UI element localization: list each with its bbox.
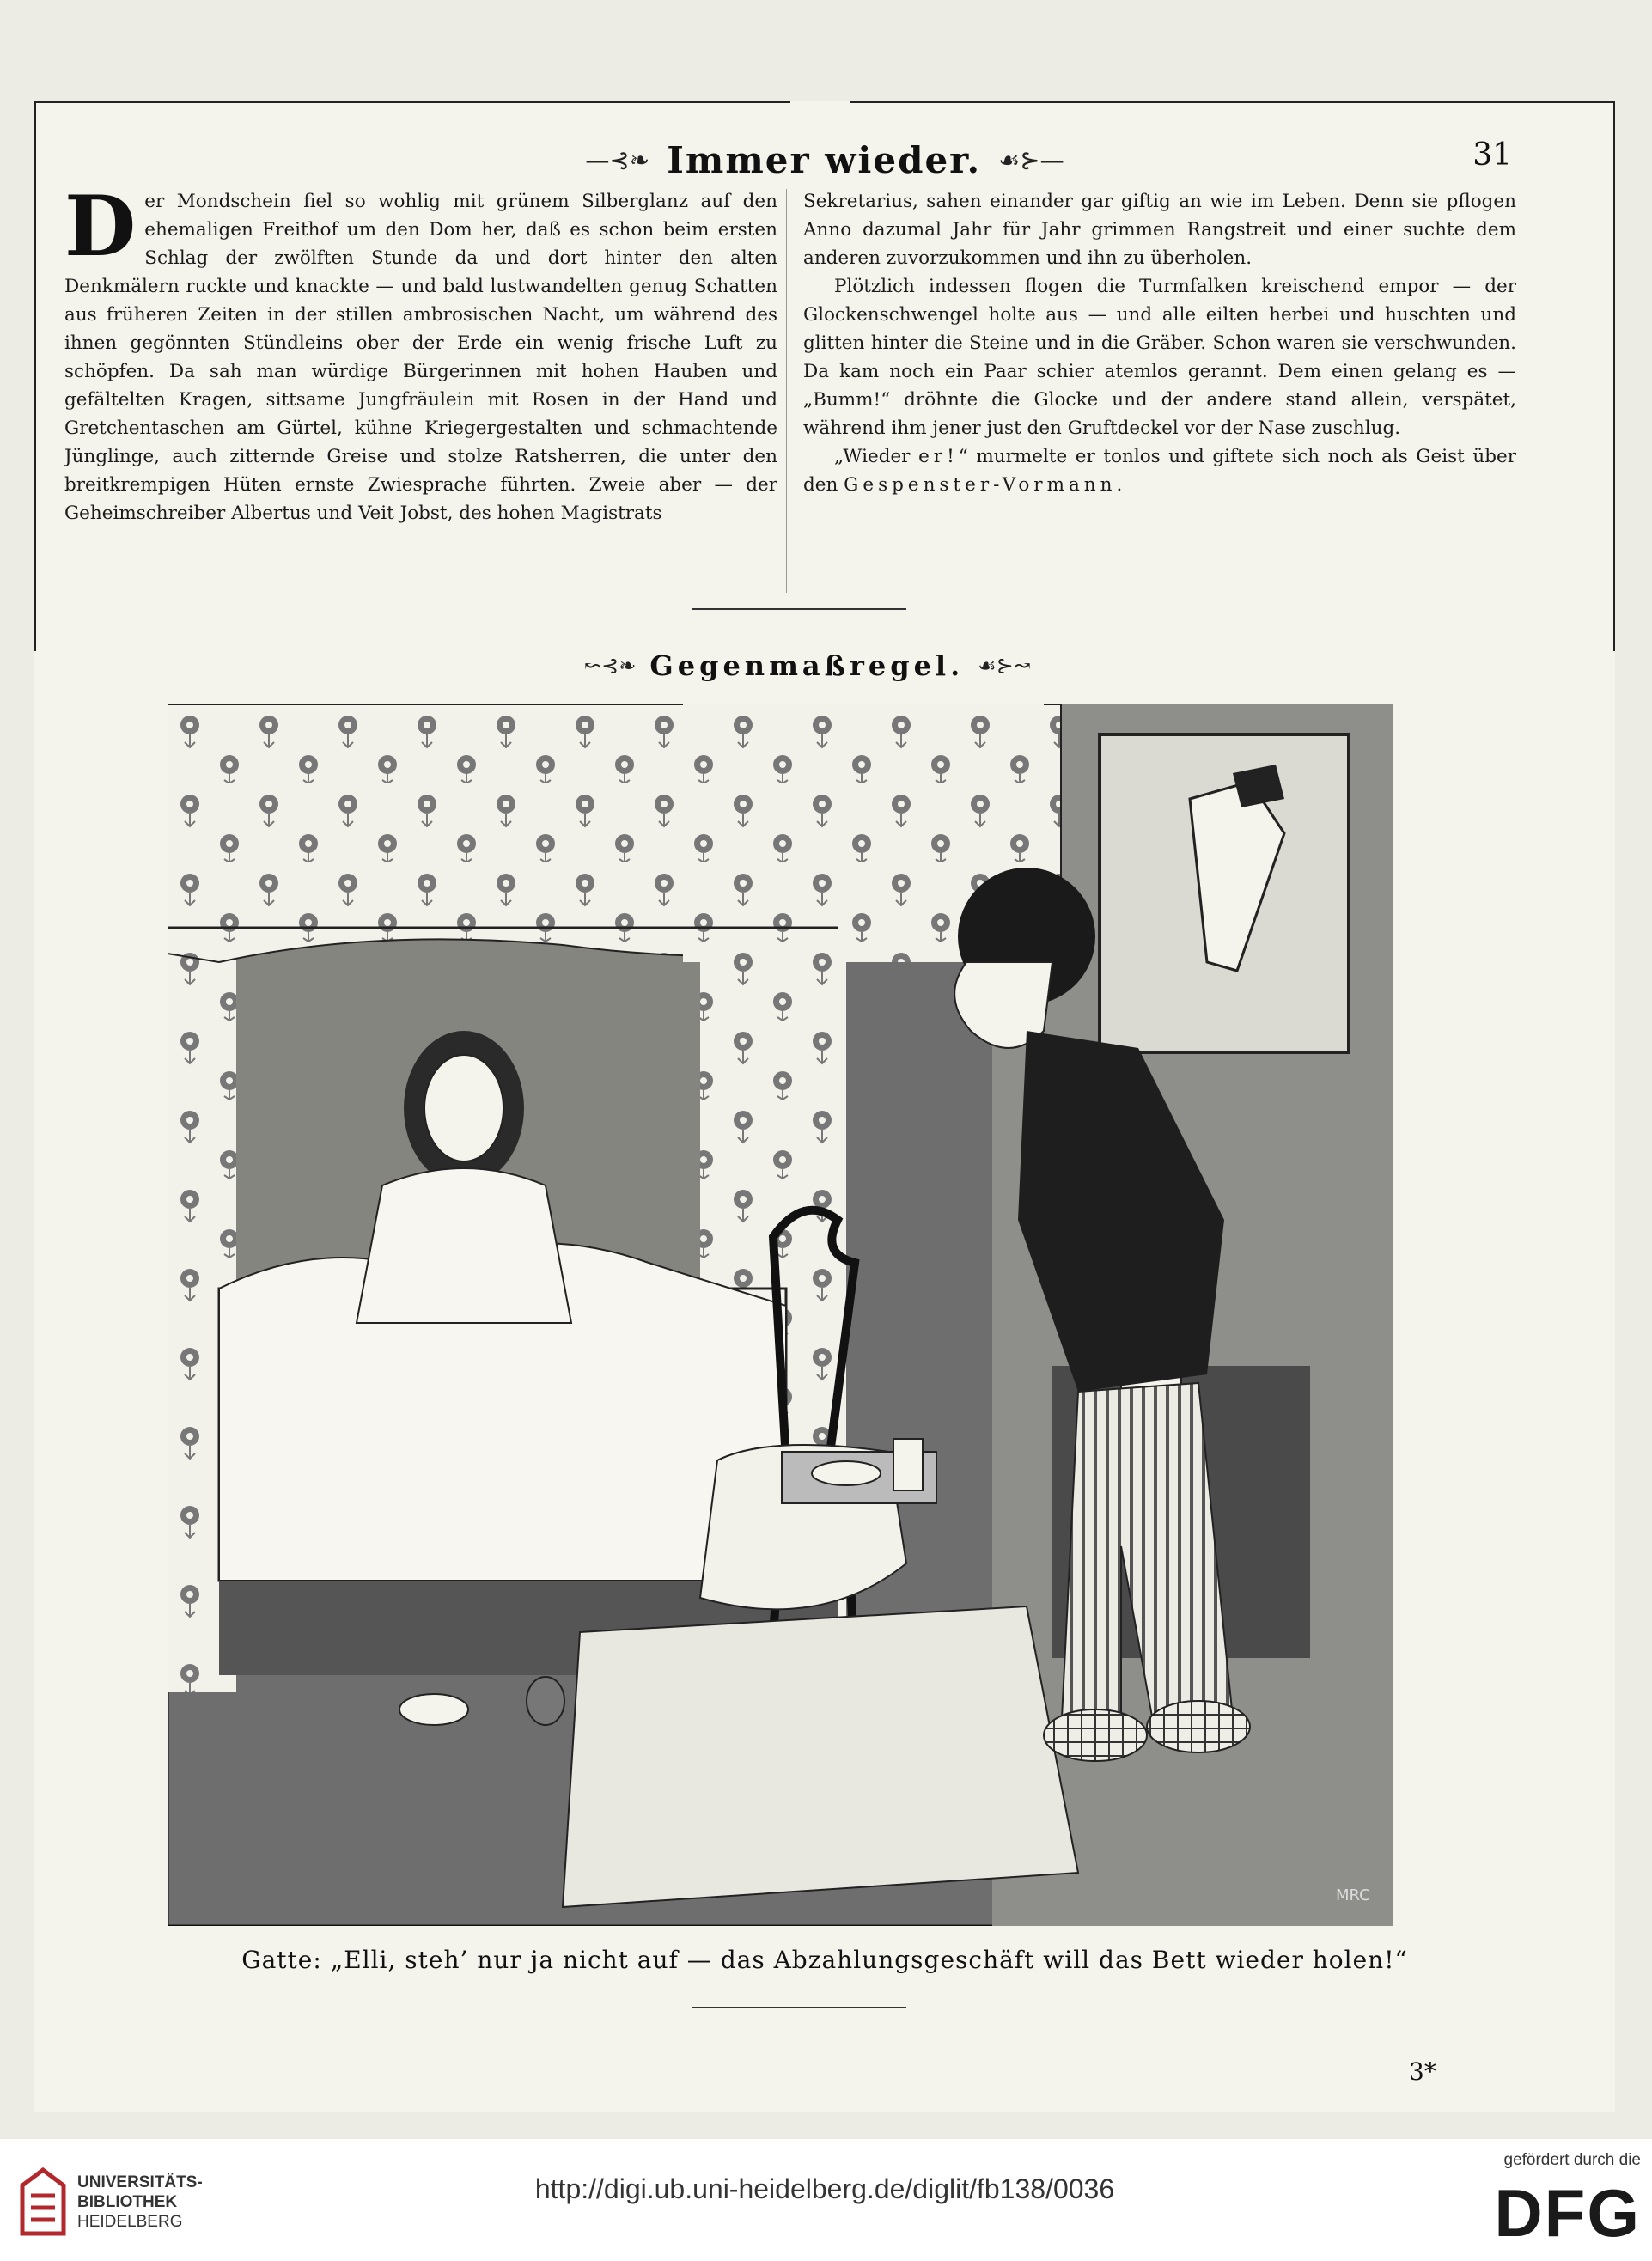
digitization-footer [0, 2139, 1652, 2261]
period: . [1116, 474, 1123, 496]
section-separator-bottom [692, 2007, 906, 2008]
slipper-right [527, 1677, 564, 1725]
ornament-right-icon: ☙⊱↝ [978, 654, 1031, 678]
bedside-rug [563, 1606, 1078, 1907]
gespenster-vormann: Gespenster-Vormann [844, 474, 1117, 496]
woman-face [424, 1055, 503, 1161]
ornament-left-icon: ↜⊰❧ [584, 654, 637, 678]
man-slipper-right [1147, 1701, 1250, 1752]
library-line-2: BIBLIOTHEK [77, 2192, 178, 2211]
story-column-left [64, 187, 777, 600]
story-paragraph [803, 442, 1516, 499]
woman-nightgown [357, 1168, 571, 1323]
cartoon-caption: Gatte: „Elli, steh’ nur ja nicht auf — das Abzahlungsgeschäft will das Bett wieder holen!“ [241, 1946, 1408, 1974]
library-line-1: UNIVERSITÄTS- [77, 2173, 203, 2191]
story-paragraph [64, 187, 777, 527]
library-name [77, 2173, 203, 2232]
story-title: Immer wieder. [667, 138, 982, 181]
library-logo-icon [19, 2167, 67, 2237]
quote-rest: “ murmelte er tonlos und giftete sich noch als Geist über den [803, 446, 1516, 496]
cartoon-title: Gegenmaßregel. [649, 649, 965, 682]
artist-mark: MRC [1336, 1886, 1370, 1904]
frame-rule-right [1613, 101, 1615, 651]
frame-rule-top-left [34, 101, 790, 103]
section-separator [692, 608, 906, 610]
man-slipper-left [1044, 1709, 1147, 1761]
story-paragraph: Plötzlich indessen flogen die Turmfalken kreischend empor — der Glockenschwengel holte aus — und alle eilten herbei und huschten und glitten hinter die Steine und in die Gräber. Schon waren sie verschwunden. Da kam noch ein Paar schier atemlos gerannt. Dem einen gelang es — „Bumm!“ dröhnte die Glocke und der andere stand allein, verspätet, während ihm jener just den Gruftdeckel vor der Nase zuschlug. [803, 276, 1516, 439]
column-divider [786, 189, 787, 593]
funded-by-label: gefördert durch die [1503, 2151, 1641, 2169]
frame-rule-left [34, 101, 36, 651]
story-text-left: er Mondschein fiel so wohlig mit grünem Silberglanz auf den ehemaligen Freithof um den Dom her, daß es schon beim ersten Schlag der zwölften Stunde da und dort hinter den alten Denkmälern ruckte und knackte — und bald lustwandelten genug Schatten aus früheren Zeiten in der stillen ambrosischen Nacht, um während des ihnen gegönnten Stündleins ober der Erde ein wenig frische Luft zu schöpfen. Da sah man würdige Bürgerinnen mit hohen Hauben und gefältelten Kragen, sittsame Jungfräulein mit Rosen in der Hand und Gretchentaschen am Gürtel, kühne Kriegergestalten und schmachtende Jünglinge, auch zitternde Greise und stolze Ratsherren, die unter den breitkrempigen Hüten ernste Zwiesprache führten. Zweie aber — der Geheimschreiber Albertus und Veit Jobst, des hohen Magistrats [64, 191, 777, 524]
library-line-3: HEIDELBERG [77, 2212, 183, 2231]
ornament-left-icon: —⊰❧ [585, 145, 650, 174]
story-paragraph: Sekretarius, sahen einander gar giftig an wie im Leben. Denn sie pflogen Anno dazumal Jahr für Jahr grimmen Rangstreit und einer suchte dem anderen zuvorzukommen und ihn zu überholen. [803, 191, 1516, 269]
slipper-left [399, 1694, 468, 1725]
drop-cap: D [64, 187, 137, 275]
ornament-right-icon: ☙⊱— [998, 145, 1064, 174]
quote-open: „Wieder [834, 446, 919, 467]
quote-emph: er! [918, 446, 959, 467]
frame-rule-top-right [850, 101, 1615, 103]
page-number: 31 [1472, 137, 1512, 173]
signature-mark: 3* [1409, 2057, 1436, 2086]
story-header [515, 136, 1134, 184]
library-logo[interactable] [19, 2154, 208, 2249]
story-column-right [803, 187, 1516, 600]
cartoon-illustration [168, 704, 1393, 1926]
dfg-logo[interactable]: DFG [1494, 2175, 1641, 2251]
cartoon-header [481, 644, 1134, 687]
permalink-url[interactable]: http://digi.ub.uni-heidelberg.de/diglit/fb138/0036 [534, 2173, 1115, 2204]
